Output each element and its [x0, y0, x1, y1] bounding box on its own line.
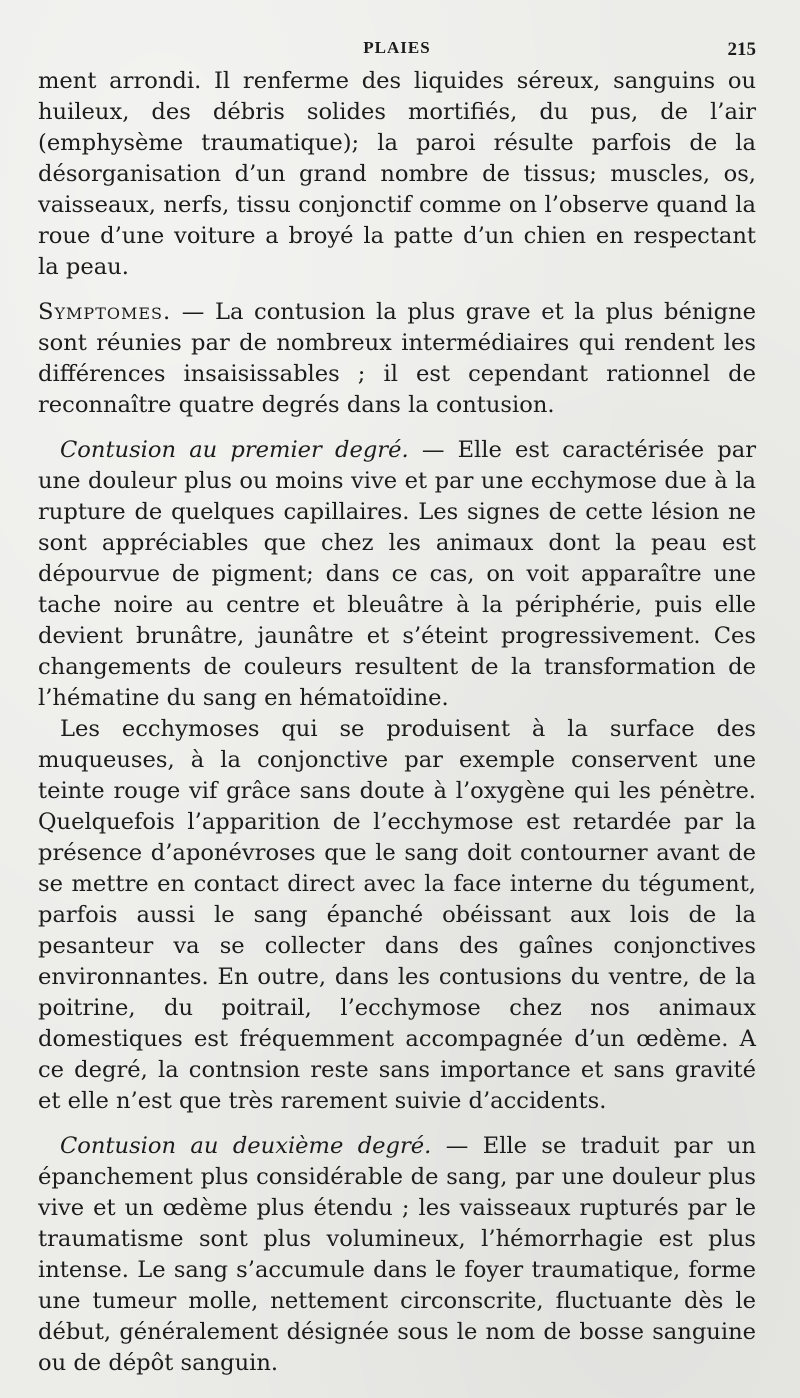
- paragraph-text: — Elle est caractérisée par une douleur plus ou moins vive et par une ecchymose due à la rupture de quelques capillaires. Les signes de cette lésion ne sont appréciables que chez les animaux dont la peau est dépourvue de pigment; dans ce cas, on voit apparaître une tache noire au centre et bleuâtre à la périphérie, puis elle devient brunâtre, jaunâtre et s’éteint progressivement. Ces changements de couleurs resultent de la transformation de l’hématine du sang en hématoïdine.: [38, 437, 756, 711]
- body-text: [38, 66, 756, 1379]
- paragraph-ecchymoses: [38, 714, 756, 1117]
- paragraph-text: — Elle se traduit par un épanchement plus considérable de sang, par une douleur plus vive et un œdème plus étendu ; les vaisseaux rupturés par le traumatisme sont plus volumineux, l’hémorrhagie est plus intense. Le sang s’accumule dans le foyer traumatique, forme une tumeur molle, nettement circonscrite, fluctuante dès le début, généralement désignée sous le nom de bosse sanguine ou de dépôt sanguin.: [38, 1133, 756, 1376]
- paragraph-text: Les ecchymoses qui se produisent à la surface des muqueuses, à la conjonctive par exemple conservent une teinte rouge vif grâce sans doute à l’oxygène qui les pénètre. Quelquefois l’apparition de l’ecchymose est retardée par la présence d’aponévroses que le sang doit contourner avant de se mettre en contact direct avec la face interne du tégument, parfois aussi le sang épanché obéissant aux lois de la pesanteur va se collecter dans des gaînes conjonctives environnantes. En outre, dans les contusions du ventre, de la poitrine, du poitrail, l’ecchymose chez nos animaux domestiques est fréquemment accompagnée d’un œdème. A ce degré, la contnsion reste sans importance et sans gravité et elle n’est que très rarement suivie d’accidents.: [38, 716, 756, 1114]
- page-number: 215: [727, 39, 756, 60]
- subheading-deuxieme-degre: Contusion au deuxième degré.: [60, 1133, 432, 1159]
- paragraph-premier-degre: [38, 435, 756, 714]
- paragraph-symptomes: [38, 297, 756, 421]
- paragraph-continuation: [38, 66, 756, 283]
- paragraph-text: ment arrondi. Il renferme des liquides séreux, sanguins ou huileux, des débris solides mortifiés, du pus, de l’air (emphysème traumatique); la paroi résulte parfois de la désorganisation d’un grand nombre de tissus; muscles, os, vaisseaux, nerfs, tissu conjonctif comme on l’observe quand la roue d’une voiture a broyé la patte d’un chien en respectant la peau.: [38, 68, 756, 280]
- section-heading-symptomes: Symptomes.: [38, 299, 172, 325]
- paragraph-text: — La contusion la plus grave et la plus bénigne sont réunies par de nombreux intermédiaires qui rendent les différences insaisissables ; il est cependant rationnel de reconnaître quatre degrés dans la contusion.: [38, 299, 756, 418]
- running-head: [38, 30, 756, 66]
- chapter-title: PLAIES: [363, 38, 431, 57]
- subheading-premier-degre: Contusion au premier degré.: [60, 437, 409, 463]
- paragraph-deuxieme-degre: [38, 1131, 756, 1379]
